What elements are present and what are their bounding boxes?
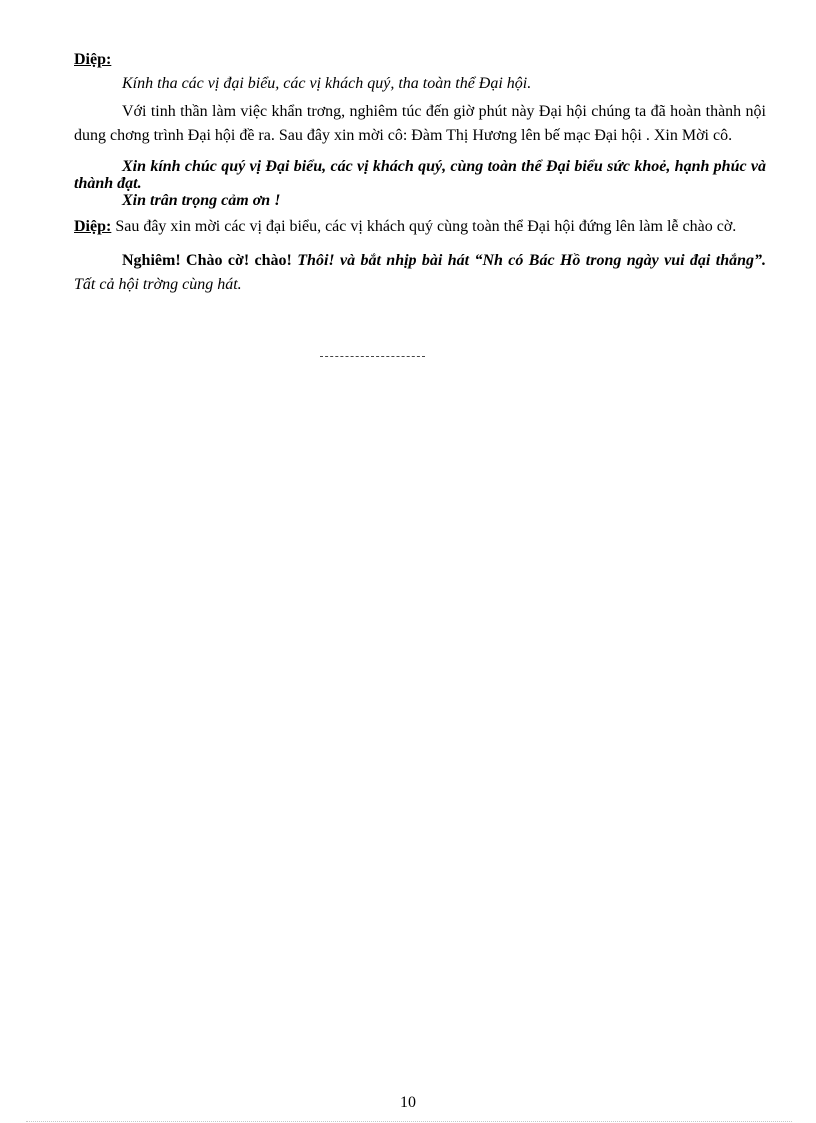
sing-along-text: Tất cả hội trờng cùng hát. bbox=[74, 276, 242, 293]
flag-ceremony-paragraph bbox=[74, 215, 766, 239]
song-instruction: Thôi! và bắt nhịp bài hát “Nh có Bác Hồ trong ngày vui đại thắng”. bbox=[297, 252, 766, 269]
speaker-label-1 bbox=[74, 48, 766, 72]
speaker-name: Diệp: bbox=[74, 218, 112, 235]
document-body bbox=[74, 48, 766, 297]
closing-announcement: Với tinh thần làm việc khẩn trơng, nghiêm túc đến giờ phút này Đại hội chúng ta đã hoàn thành nội dung chơng trình Đại hội đề ra. Sau đây xin mời cô: Đàm Thị Hương lên bế mạc Đại hội . Xin Mời cô. bbox=[74, 103, 766, 144]
anthem-paragraph bbox=[74, 249, 766, 297]
thanks-line: Xin trân trọng cảm ơn ! bbox=[122, 192, 281, 209]
greeting-line: Kính tha các vị đại biểu, các vị khách quý, tha toàn thể Đại hội. bbox=[122, 75, 532, 92]
salute-command: Nghiêm! Chào cờ! chào! bbox=[122, 252, 292, 269]
flag-ceremony-text: Sau đây xin mời các vị đại biểu, các vị khách quý cùng toàn thể Đại hội đứng lên làm lễ chào cờ. bbox=[115, 218, 737, 235]
section-divider bbox=[320, 356, 425, 357]
footer-rule bbox=[26, 1121, 792, 1122]
page-number: 10 bbox=[400, 1094, 416, 1111]
speaker-name: Diệp: bbox=[74, 51, 112, 68]
wish-paragraph: Xin kính chúc quý vị Đại biểu, các vị khách quý, cùng toàn thể Đại biểu sức khoẻ, hạnh phúc và thành đạt. bbox=[74, 158, 766, 192]
